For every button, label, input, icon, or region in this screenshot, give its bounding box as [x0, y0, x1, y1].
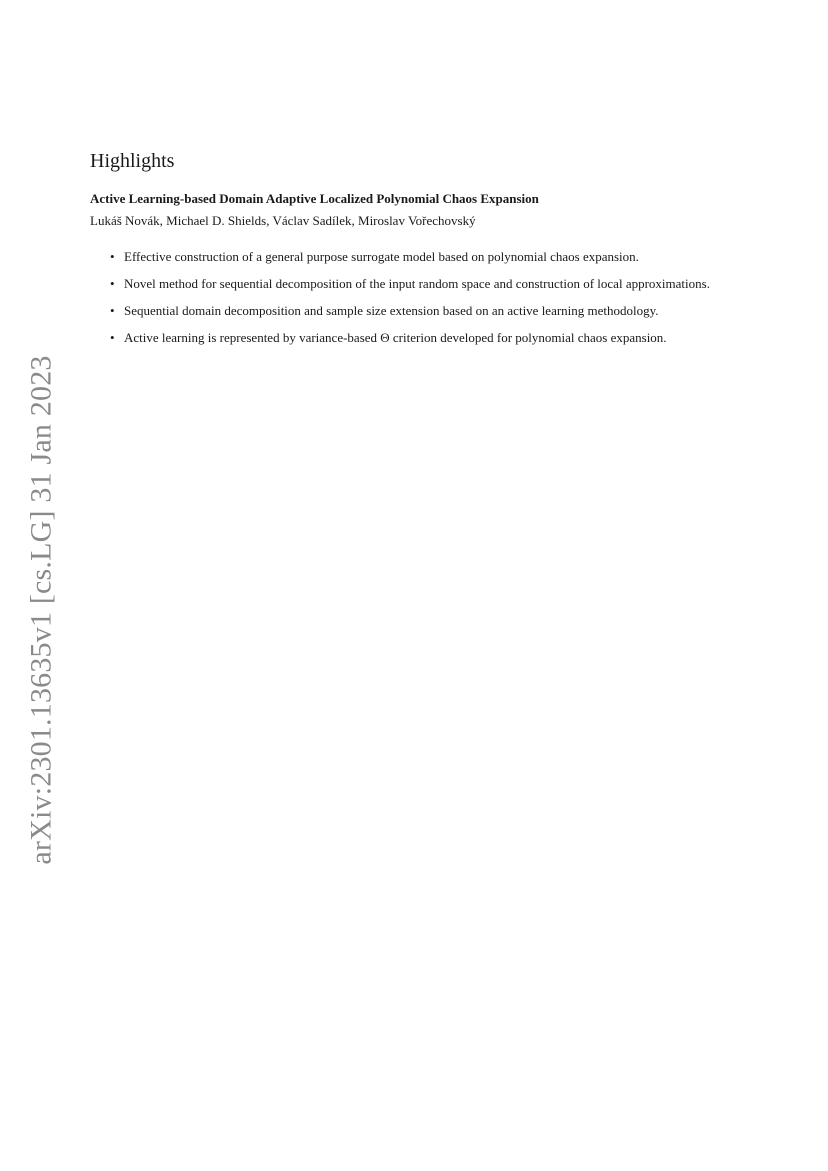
highlight-text: Effective construction of a general purpose surrogate model based on polynomial chaos expansion. — [124, 249, 639, 264]
bullet-icon: • — [110, 249, 115, 264]
highlight-item — [110, 302, 750, 319]
highlight-item — [110, 329, 750, 346]
highlight-text: Novel method for sequential decomposition of the input random space and construction of local approximations. — [124, 276, 710, 291]
highlight-text: Active learning is represented by variance-based Θ criterion developed for polynomial chaos expansion. — [124, 330, 667, 345]
bullet-icon: • — [110, 303, 115, 318]
highlight-item — [110, 248, 750, 265]
highlights-list — [90, 248, 750, 346]
highlight-text: Sequential domain decomposition and sample size extension based on an active learning methodology. — [124, 303, 659, 318]
paper-title: Active Learning-based Domain Adaptive Localized Polynomial Chaos Expansion — [90, 191, 539, 206]
highlight-item — [110, 275, 750, 292]
bullet-icon: • — [110, 330, 115, 345]
author-list: Lukáš Novák, Michael D. Shields, Václav Sadílek, Miroslav Vořechovský — [90, 213, 476, 228]
highlights-heading: Highlights — [90, 150, 175, 172]
highlights-section — [90, 148, 750, 356]
arxiv-identifier: arXiv:2301.13635v1 [cs.LG] 31 Jan 2023 — [25, 355, 59, 865]
bullet-icon: • — [110, 276, 115, 291]
arxiv-stamp — [22, 355, 62, 865]
